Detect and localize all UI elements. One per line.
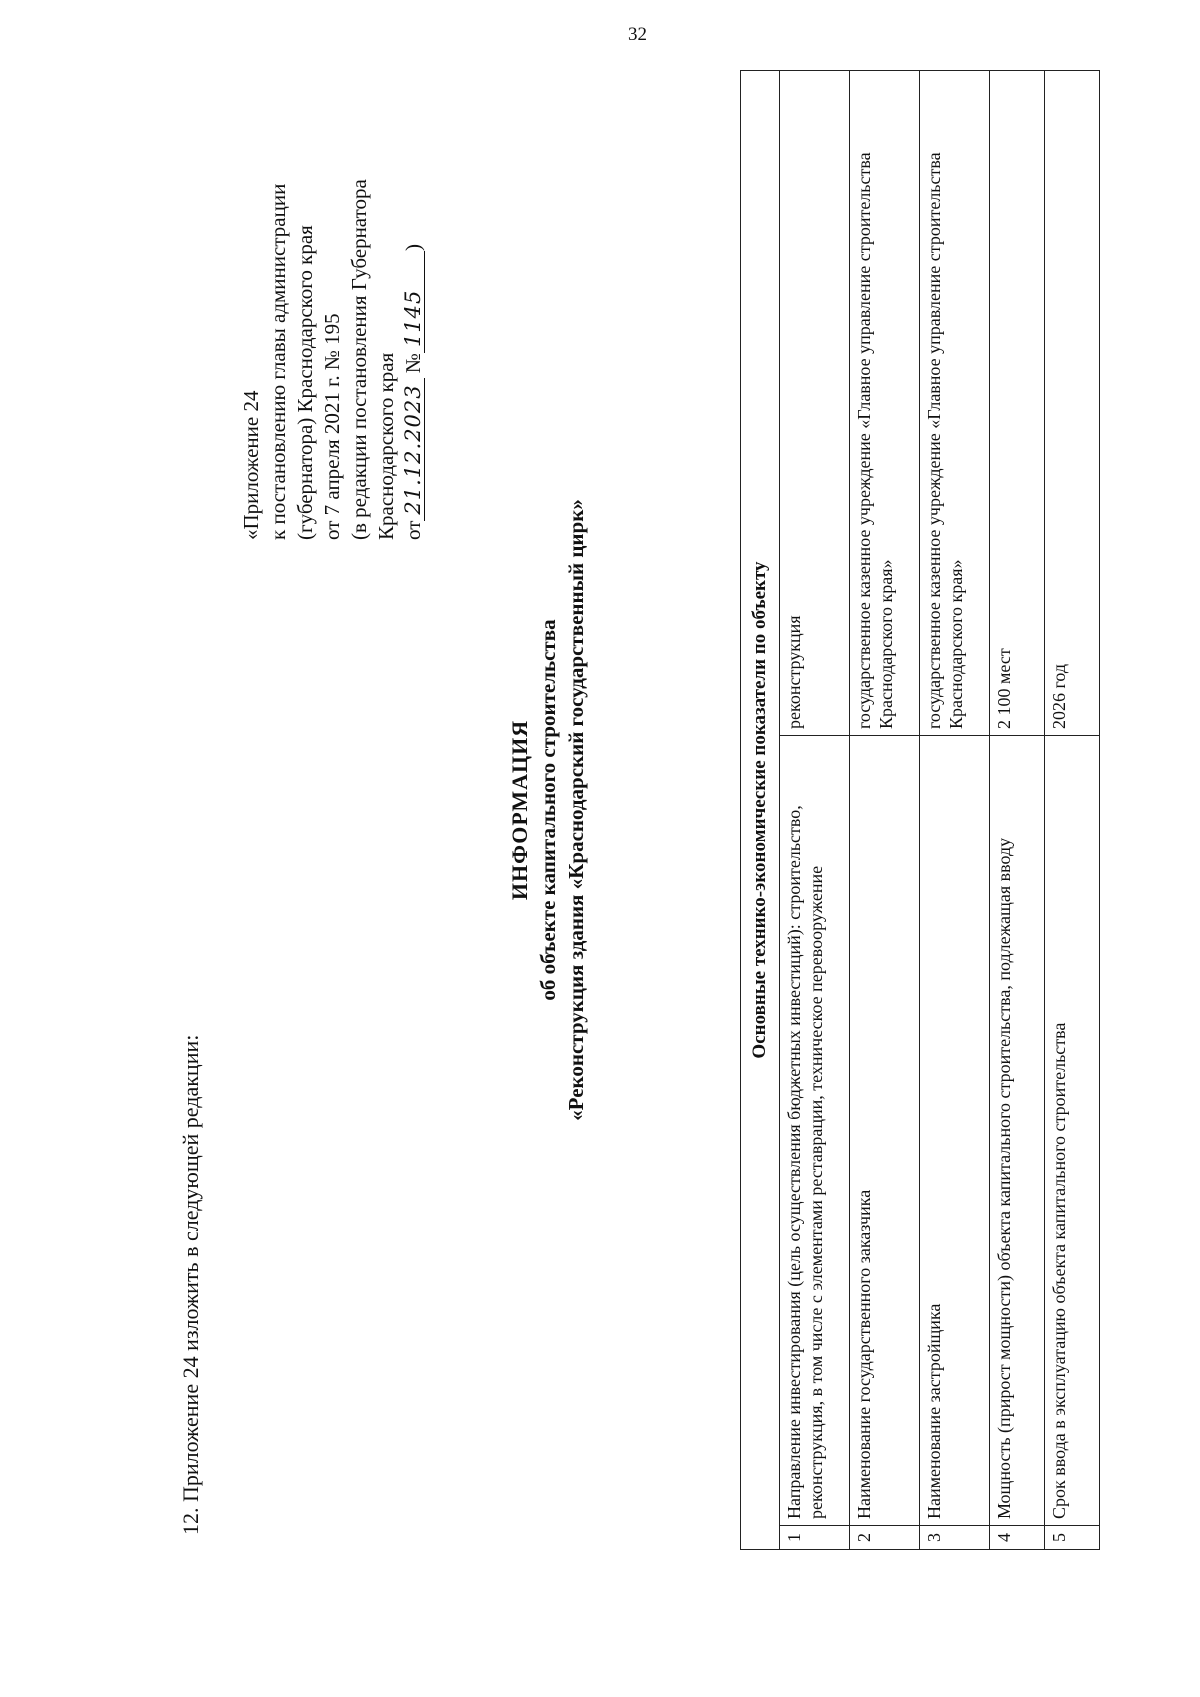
- approval-line-4: от 7 апреля 2021 г. № 195: [320, 313, 344, 540]
- row-indicator-name: Мощность (прирост мощности) объекта капитального строительства, подлежащая вводу: [990, 736, 1045, 1526]
- intro-text: 12. Приложение 24 изложить в следующей редакции:: [178, 1034, 203, 1535]
- row-indicator-value: государственное казенное учреждение «Главное управление строительства Краснодарского края»: [850, 71, 920, 736]
- row-indicator-name: Направление инвестирования (цель осуществления бюджетных инвестиций): строительство, реконструкция, в том числе с элементами реставрации, техническое перевооружение: [780, 736, 850, 1526]
- approval-line-3: (губернатора) Краснодарского края: [293, 225, 317, 540]
- date-prefix: от: [401, 520, 425, 540]
- row-indicator-value: 2 100 мест: [990, 71, 1045, 736]
- row-indicator-value: реконструкция: [780, 71, 850, 736]
- approval-stamp-block: [238, 179, 427, 540]
- table-row: [920, 71, 990, 1550]
- approval-line-5: (в редакции постановления Губернатора: [347, 179, 371, 540]
- row-number: 5: [1045, 1526, 1100, 1550]
- row-number: 2: [850, 1526, 920, 1550]
- approval-line-6: Краснодарского края: [374, 352, 398, 540]
- title-object-name: «Реконструкция здания «Краснодарский государственный цирк»: [564, 499, 588, 1121]
- table-row: [1045, 71, 1100, 1550]
- handwritten-number: 1145: [402, 251, 425, 353]
- table-row: [850, 71, 920, 1550]
- handwritten-date: 21.12.2023: [402, 378, 425, 520]
- closing-paren: ): [401, 244, 425, 252]
- table-header-row: [741, 71, 780, 1550]
- page-number: 32: [628, 24, 647, 45]
- row-indicator-name: Наименование государственного заказчика: [850, 736, 920, 1526]
- row-number: 1: [780, 1526, 850, 1550]
- approval-date-line: [400, 179, 427, 540]
- number-prefix: №: [401, 353, 425, 374]
- rotated-sheet: [150, 70, 1070, 1550]
- indicators-table: [740, 70, 1100, 1550]
- table-row: [780, 71, 850, 1550]
- row-number: 4: [990, 1526, 1045, 1550]
- title-main: ИНФОРМАЦИЯ: [507, 719, 532, 901]
- table-row: [990, 71, 1045, 1550]
- row-indicator-name: Срок ввода в эксплуатацию объекта капитального строительства: [1045, 736, 1100, 1526]
- row-indicator-name: Наименование застройщика: [920, 736, 990, 1526]
- row-indicator-value: 2026 год: [1045, 71, 1100, 736]
- row-indicator-value: государственное казенное учреждение «Главное управление строительства Краснодарского края»: [920, 71, 990, 736]
- title-subtitle: об объекте капитального строительства: [536, 619, 560, 1001]
- approval-line-1: «Приложение 24: [239, 390, 263, 540]
- approval-line-2: к постановлению главы администрации: [266, 183, 290, 540]
- document-title: [506, 70, 590, 1550]
- table-header: Основные технико-экономические показатели по объекту: [741, 71, 780, 1550]
- row-number: 3: [920, 1526, 990, 1550]
